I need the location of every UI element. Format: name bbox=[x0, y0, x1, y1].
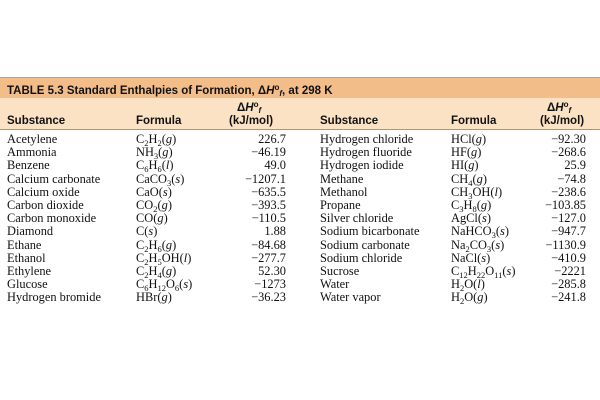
substance-name: Diamond bbox=[7, 224, 54, 239]
formula: $C_{12}H_{22}O_{11}(s)$ bbox=[451, 263, 516, 280]
substance-name: Methane bbox=[320, 171, 364, 186]
substance-name: Hydrogen iodide bbox=[320, 158, 404, 173]
formula: $H_2O(l)$ bbox=[451, 277, 485, 294]
substance-name: Carbon monoxide bbox=[7, 211, 97, 226]
table-header bbox=[0, 98, 600, 130]
header-units-right: (kJ/mol) bbox=[540, 115, 585, 127]
substance-name: Methanol bbox=[320, 184, 368, 199]
enthalpy-value: −84.68 bbox=[251, 237, 286, 252]
enthalpy-value: −393.5 bbox=[251, 197, 286, 212]
enthalpy-table bbox=[0, 77, 600, 307]
formula: HF(g) bbox=[451, 145, 482, 160]
table-row bbox=[0, 212, 600, 225]
header-formula-left: Formula bbox=[136, 115, 182, 127]
formula: $H_2O(g)$ bbox=[451, 290, 488, 307]
enthalpy-value: −1130.9 bbox=[545, 237, 586, 252]
enthalpy-value: −277.7 bbox=[251, 250, 286, 265]
enthalpy-value: −635.5 bbox=[251, 184, 286, 199]
formula: NaCl(s) bbox=[451, 250, 491, 265]
enthalpy-value: −46.19 bbox=[251, 145, 286, 160]
substance-name: Glucose bbox=[7, 277, 48, 292]
enthalpy-value: −1273 bbox=[254, 277, 286, 292]
table-row bbox=[0, 186, 600, 199]
substance-name: Calcium carbonate bbox=[7, 171, 101, 186]
enthalpy-value: −1207.1 bbox=[244, 171, 286, 186]
enthalpy-value: −285.8 bbox=[551, 277, 586, 292]
enthalpy-value: −110.5 bbox=[251, 211, 286, 226]
formula: $C_6H_{12}O_6(s)$ bbox=[136, 277, 193, 294]
enthalpy-value: −2221 bbox=[554, 263, 586, 278]
formula: $C_6H_6(l)$ bbox=[136, 158, 174, 175]
substance-name: Sodium bicarbonate bbox=[320, 224, 420, 239]
substance-name: Hydrogen chloride bbox=[320, 132, 414, 146]
formula: $CH_3OH(l)$ bbox=[451, 184, 503, 201]
formula: HCl(g) bbox=[451, 132, 487, 146]
formula: CaCO$_3$(s) bbox=[136, 171, 185, 188]
formula: $C_2H_5OH(l)$ bbox=[136, 250, 192, 267]
formula: $C_2H_2(g)$ bbox=[136, 132, 177, 148]
enthalpy-value: 226.7 bbox=[258, 132, 286, 146]
substance-name: Sodium chloride bbox=[320, 250, 403, 265]
header-delta-h-left: $\Delta H^o_f$ bbox=[237, 100, 262, 115]
header-substance-right: Substance bbox=[320, 115, 379, 127]
formula: $NH_3(g)$ bbox=[136, 145, 173, 162]
substance-name: Water bbox=[320, 277, 350, 292]
header-units-left: (kJ/mol) bbox=[229, 115, 274, 127]
enthalpy-value: −410.9 bbox=[551, 250, 586, 265]
table-row bbox=[0, 290, 600, 307]
table-row bbox=[0, 239, 600, 252]
table-row bbox=[0, 133, 600, 146]
formula: CaO(s) bbox=[136, 184, 172, 199]
substance-name: Ethane bbox=[7, 237, 42, 252]
header-delta-h-right: $\Delta H^o_f$ bbox=[547, 100, 572, 115]
table-title: TABLE 5.3 Standard Enthalpies of Formation, $\Delta H^o_f$, at 298 K bbox=[0, 77, 600, 98]
enthalpy-value: 52.30 bbox=[258, 263, 286, 278]
table-body bbox=[0, 130, 600, 307]
substance-name: Ethylene bbox=[7, 263, 52, 278]
enthalpy-value: −238.6 bbox=[551, 184, 586, 199]
header-formula-right: Formula bbox=[451, 115, 497, 127]
enthalpy-value: −241.8 bbox=[551, 290, 586, 305]
enthalpy-value: 25.9 bbox=[564, 158, 586, 173]
table-row bbox=[0, 224, 600, 241]
substance-name: Hydrogen bromide bbox=[7, 290, 101, 305]
substance-name: Acetylene bbox=[7, 132, 58, 146]
enthalpy-value: −92.30 bbox=[551, 132, 586, 146]
enthalpy-value: −947.7 bbox=[551, 224, 586, 239]
enthalpy-value: −127.0 bbox=[551, 211, 586, 226]
table-row bbox=[0, 265, 600, 278]
formula: $CH_4(g)$ bbox=[451, 171, 487, 188]
enthalpy-value: 49.0 bbox=[264, 158, 286, 173]
substance-name: Ethanol bbox=[7, 250, 46, 265]
formula: $CO_2(g)$ bbox=[136, 197, 172, 214]
substance-name: Calcium oxide bbox=[7, 184, 80, 199]
formula: HBr(g) bbox=[136, 290, 172, 305]
header-substance-left: Substance bbox=[7, 115, 66, 127]
substance-name: Silver chloride bbox=[320, 211, 394, 226]
formula: $C_3H_8(g)$ bbox=[451, 197, 492, 214]
substance-name: Propane bbox=[320, 197, 361, 212]
formula: $C_2H_6(g)$ bbox=[136, 237, 177, 254]
substance-name: Benzene bbox=[7, 158, 50, 173]
enthalpy-value: 1.88 bbox=[264, 224, 286, 239]
substance-name: Hydrogen fluoride bbox=[320, 145, 412, 160]
enthalpy-value: −74.8 bbox=[557, 171, 586, 186]
table-title-suffix: , at 298 K bbox=[282, 85, 333, 97]
formula: $C_2H_4(g)$ bbox=[136, 263, 177, 280]
formula: CO(g) bbox=[136, 211, 168, 226]
table-row bbox=[0, 173, 600, 186]
table-row bbox=[0, 158, 600, 175]
table-row bbox=[0, 145, 600, 162]
substance-name: Sodium carbonate bbox=[320, 237, 410, 252]
enthalpy-value: −103.85 bbox=[544, 197, 586, 212]
formula: $Na_2CO_3(s)$ bbox=[451, 237, 505, 254]
substance-name: Carbon dioxide bbox=[7, 197, 84, 212]
substance-name: Water vapor bbox=[320, 290, 381, 305]
substance-name: Ammonia bbox=[7, 145, 57, 160]
formula: C(s) bbox=[136, 224, 158, 239]
enthalpy-value: −36.23 bbox=[251, 290, 286, 305]
formula: NaHCO$_3$(s) bbox=[451, 224, 509, 241]
formula: HI(g) bbox=[451, 158, 479, 173]
substance-name: Sucrose bbox=[320, 263, 360, 278]
formula: AgCl(s) bbox=[451, 211, 491, 226]
enthalpy-value: −268.6 bbox=[551, 145, 586, 160]
table-title-prefix: TABLE 5.3 Standard Enthalpies of Formation, Δ bbox=[7, 85, 267, 97]
